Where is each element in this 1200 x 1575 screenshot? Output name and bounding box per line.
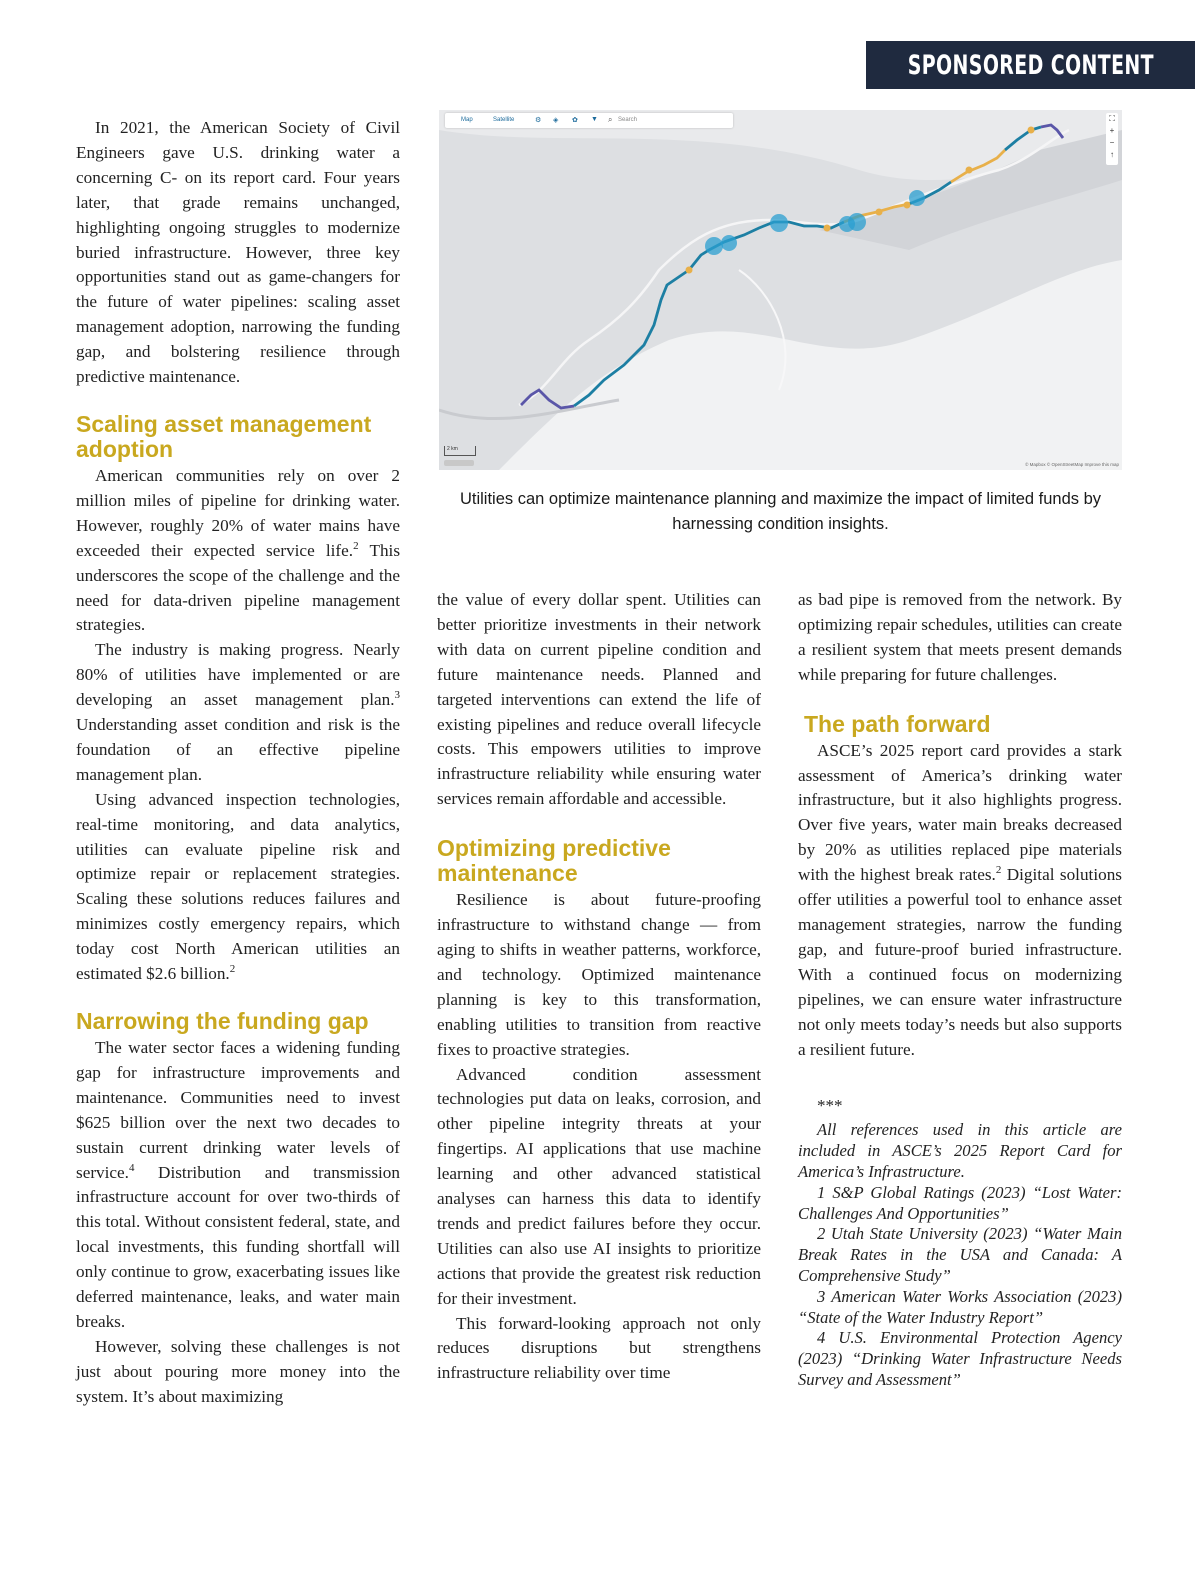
pin-icon[interactable]: ◈ bbox=[553, 117, 559, 124]
map-search-input[interactable]: Search bbox=[618, 117, 638, 123]
continued-paragraph: the value of every dollar spent. Utilities can better prioritize investments in their network with data on current pipeline condition and future maintenance needs. Planned and targeted interventions can extend the life of existing pipelines and reduce overall lifecycle costs. This empowers utilities to improve infrastructure reliability while ensuring water services remain affordable and accessible. bbox=[437, 590, 761, 809]
map-tab[interactable]: Map bbox=[461, 117, 473, 123]
search-icon[interactable]: ⌕ bbox=[608, 115, 613, 124]
funding-paragraph-1: The water sector faces a widening funding gap for infrastructure improvements and maintenance. Communities need to invest $625 billion over the next two decades to sustain current drinking water levels of service.$^4$ Distribution and transmission infrastructure account for over two-thirds of this total. Without consistent federal, state, and local investments, this funding shortfall will only continue to grow, exacerbating issues like deferred maintenance, leaks, and water main breaks. bbox=[76, 1038, 400, 1331]
article-column-2 bbox=[437, 588, 761, 1386]
article-column-3 bbox=[798, 588, 1122, 1391]
scaling-paragraph-2: The industry is making progress. Nearly 80% of utilities have implemented or are developing an asset management plan.$^3$ Understanding asset condition and risk is the foundation of an effective pipeline management plan. bbox=[76, 640, 400, 784]
references-list bbox=[798, 1120, 1122, 1390]
fullscreen-icon[interactable]: ⛶ bbox=[1109, 114, 1115, 123]
banner-label: SPONSORED CONTENT bbox=[907, 49, 1154, 81]
reference-item: 4 U.S. Environmental Protection Agency (2023) “Drinking Water Infrastructure Needs Survey and Assessment” bbox=[798, 1328, 1122, 1389]
optimizing-paragraph-1: Resilience is about future-proofing infrastructure to withstand change — from aging to shifts in weather patterns, workforce, and technology. Optimized maintenance planning is key to this transformation, enabling utilities to transition from reactive fixes to proactive strategies. bbox=[437, 890, 761, 1059]
reference-item: 1 S&P Global Ratings (2023) “Lost Water: Challenges And Opportunities” bbox=[798, 1182, 1122, 1223]
optimizing-paragraph-3: This forward-looking approach not only reduces disruptions but strengthens infrastructure reliability over time bbox=[437, 1313, 761, 1383]
map-attribution[interactable]: © Mapbox © OpenStreetMap Improve this map bbox=[1025, 462, 1119, 467]
zoom-in-button[interactable]: + bbox=[1109, 126, 1115, 135]
path-forward-paragraph: ASCE’s 2025 report card provides a stark assessment of America’s drinking water infrastructure, but it also highlights progress. Over five years, water main breaks decreased by 20% as utilities replaced pipe materials with the highest break rates.$^2$ Digital solutions offer utilities a powerful tool to enhance asset management strategies, narrow the funding gap, and future-proof buried infrastructure. With a continued focus on modernizing pipelines, we can ensure water infrastructure not only meets today’s needs but also supports a resilient future. bbox=[798, 740, 1122, 1059]
map-zoom-controls bbox=[1106, 113, 1118, 165]
satellite-tab[interactable]: Satellite bbox=[493, 117, 515, 123]
heading-optimizing-predictive-maintenance: Optimizing predictive maintenance bbox=[437, 835, 671, 887]
map-toolbar bbox=[445, 113, 733, 128]
continued-paragraph-col3: as bad pipe is removed from the network. By optimizing repair schedules, utilities can create a resilient system that meets present demands while preparing for future challenges. bbox=[798, 590, 1122, 684]
layers-icon[interactable]: ⚙ bbox=[535, 117, 542, 124]
article-column-1 bbox=[76, 116, 400, 1410]
pipeline-map[interactable] bbox=[439, 110, 1122, 470]
reference-item: 2 Utah State University (2023) “Water Main Break Rates in the USA and Canada: A Comprehensive Study” bbox=[798, 1224, 1122, 1285]
map-scale-bar: 2 km bbox=[444, 446, 476, 456]
references-intro: All references used in this article are included in ASCE’s 2025 Report Card for America’s Infrastructure. bbox=[798, 1120, 1122, 1181]
heading-scaling-asset-management: Scaling asset management adoption bbox=[76, 410, 372, 462]
scaling-paragraph-3: Using advanced inspection technologies, real-time monitoring, and data analytics, utilities can evaluate pipeline risk and optimize repair or replacement strategies. Scaling these solutions reduces failures and minimizes costly emergency repairs, which today cost North American utilities an estimated $2.6 billion.$^2$ bbox=[76, 789, 400, 984]
reference-item: 3 American Water Works Association (2023) “State of the Water Industry Report” bbox=[798, 1286, 1122, 1327]
figure-caption: Utilities can optimize maintenance planning and maximize the impact of limited funds by harnessing condition insights. bbox=[459, 490, 1102, 533]
settings-icon[interactable]: ✿ bbox=[572, 117, 578, 124]
filter-icon[interactable]: ▼ bbox=[591, 116, 598, 123]
mapbox-logo bbox=[444, 460, 474, 466]
intro-paragraph: In 2021, the American Society of Civil Engineers gave U.S. drinking water a concerning C- on its report card. Four years later, that grade remains unchanged, highlighting ongoing struggles to modernize buried infrastructure. However, three key opportunities stand out as game-changers for the future of water pipelines: scaling asset management adoption, narrowing the funding gap, and bolstering resilience through predictive maintenance. bbox=[76, 118, 400, 387]
compass-icon[interactable]: ↑ bbox=[1110, 150, 1114, 159]
heading-path-forward: The path forward bbox=[804, 710, 991, 737]
optimizing-paragraph-2: Advanced condition assessment technologies put data on leaks, corrosion, and other pipeline integrity threats at your fingertips. AI applications that use machine learning and other advanced statistical analyses can harness this data to identify trends and predict failures before they occur. Utilities can also use AI insights to prioritize actions that provide the greatest risk reduction for their investment. bbox=[437, 1064, 761, 1308]
sponsored-content-banner bbox=[866, 41, 1195, 89]
zoom-out-button[interactable]: − bbox=[1109, 138, 1115, 147]
section-divider-stars: *** bbox=[817, 1096, 843, 1116]
scaling-paragraph-1: American communities rely on over 2 million miles of pipeline for drinking water. However, roughly 20% of water mains have exceeded their expected service life.$^2$ This underscores the scope of the challenge and the need for data-driven pipeline management strategies. bbox=[76, 465, 401, 635]
funding-paragraph-2: However, solving these challenges is not just about pouring more money into the system. It’s about maximizing bbox=[76, 1336, 400, 1406]
heading-narrowing-funding-gap: Narrowing the funding gap bbox=[76, 1008, 369, 1034]
map-canvas bbox=[439, 110, 1122, 470]
